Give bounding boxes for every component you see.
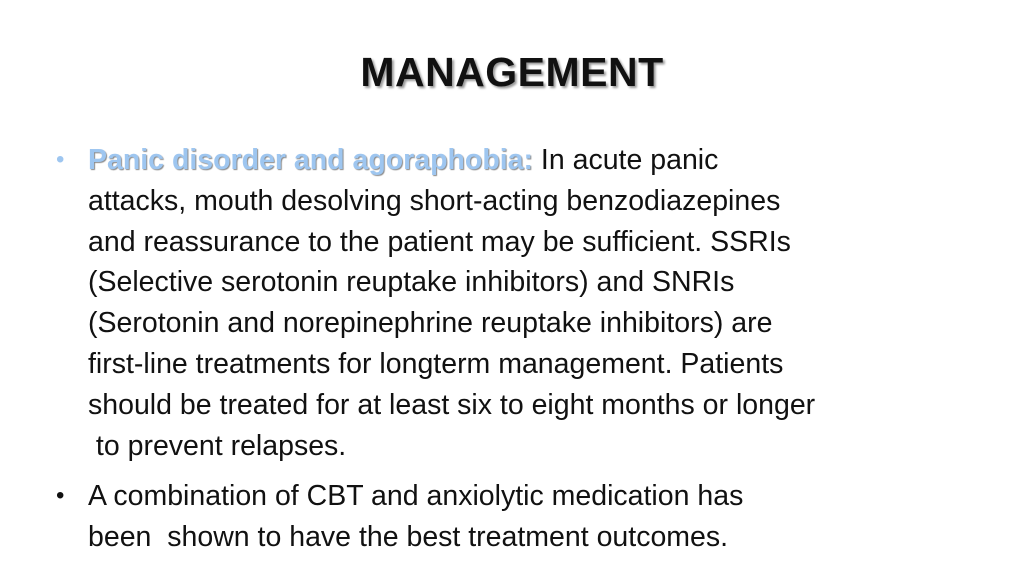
bullet-dot-icon: •: [56, 482, 65, 510]
bullet-line: first-line treatments for longterm management. Patients: [88, 347, 784, 380]
slide-title: MANAGEMENT: [360, 49, 664, 95]
bullet-line: and reassurance to the patient may be sufficient. SSRIs: [88, 225, 791, 258]
bullet-line: (Selective serotonin reuptake inhibitors) and SNRIs: [88, 266, 735, 299]
bullet-line-text: In acute panic: [533, 144, 719, 176]
bullet-line: to prevent relapses.: [88, 429, 347, 462]
bullet-line: been shown to have the best treatment outcomes.: [88, 521, 729, 554]
bullet-line: [88, 140, 976, 181]
bullet-item-cbt-combination: [56, 476, 976, 558]
bullet-lead-heading: Panic disorder and agoraphobia:: [88, 144, 533, 176]
bullet-list: [56, 140, 976, 558]
bullet-line: A combination of CBT and anxiolytic medication has: [88, 480, 744, 513]
bullet-line: (Serotonin and norepinephrine reuptake inhibitors) are: [88, 307, 773, 340]
bullet-line: attacks, mouth desolving short-acting benzodiazepines: [88, 184, 781, 217]
bullet-dot-icon: •: [56, 146, 65, 173]
bullet-item-panic-disorder: [56, 140, 976, 466]
bullet-line: should be treated for at least six to eight months or longer: [88, 388, 816, 421]
